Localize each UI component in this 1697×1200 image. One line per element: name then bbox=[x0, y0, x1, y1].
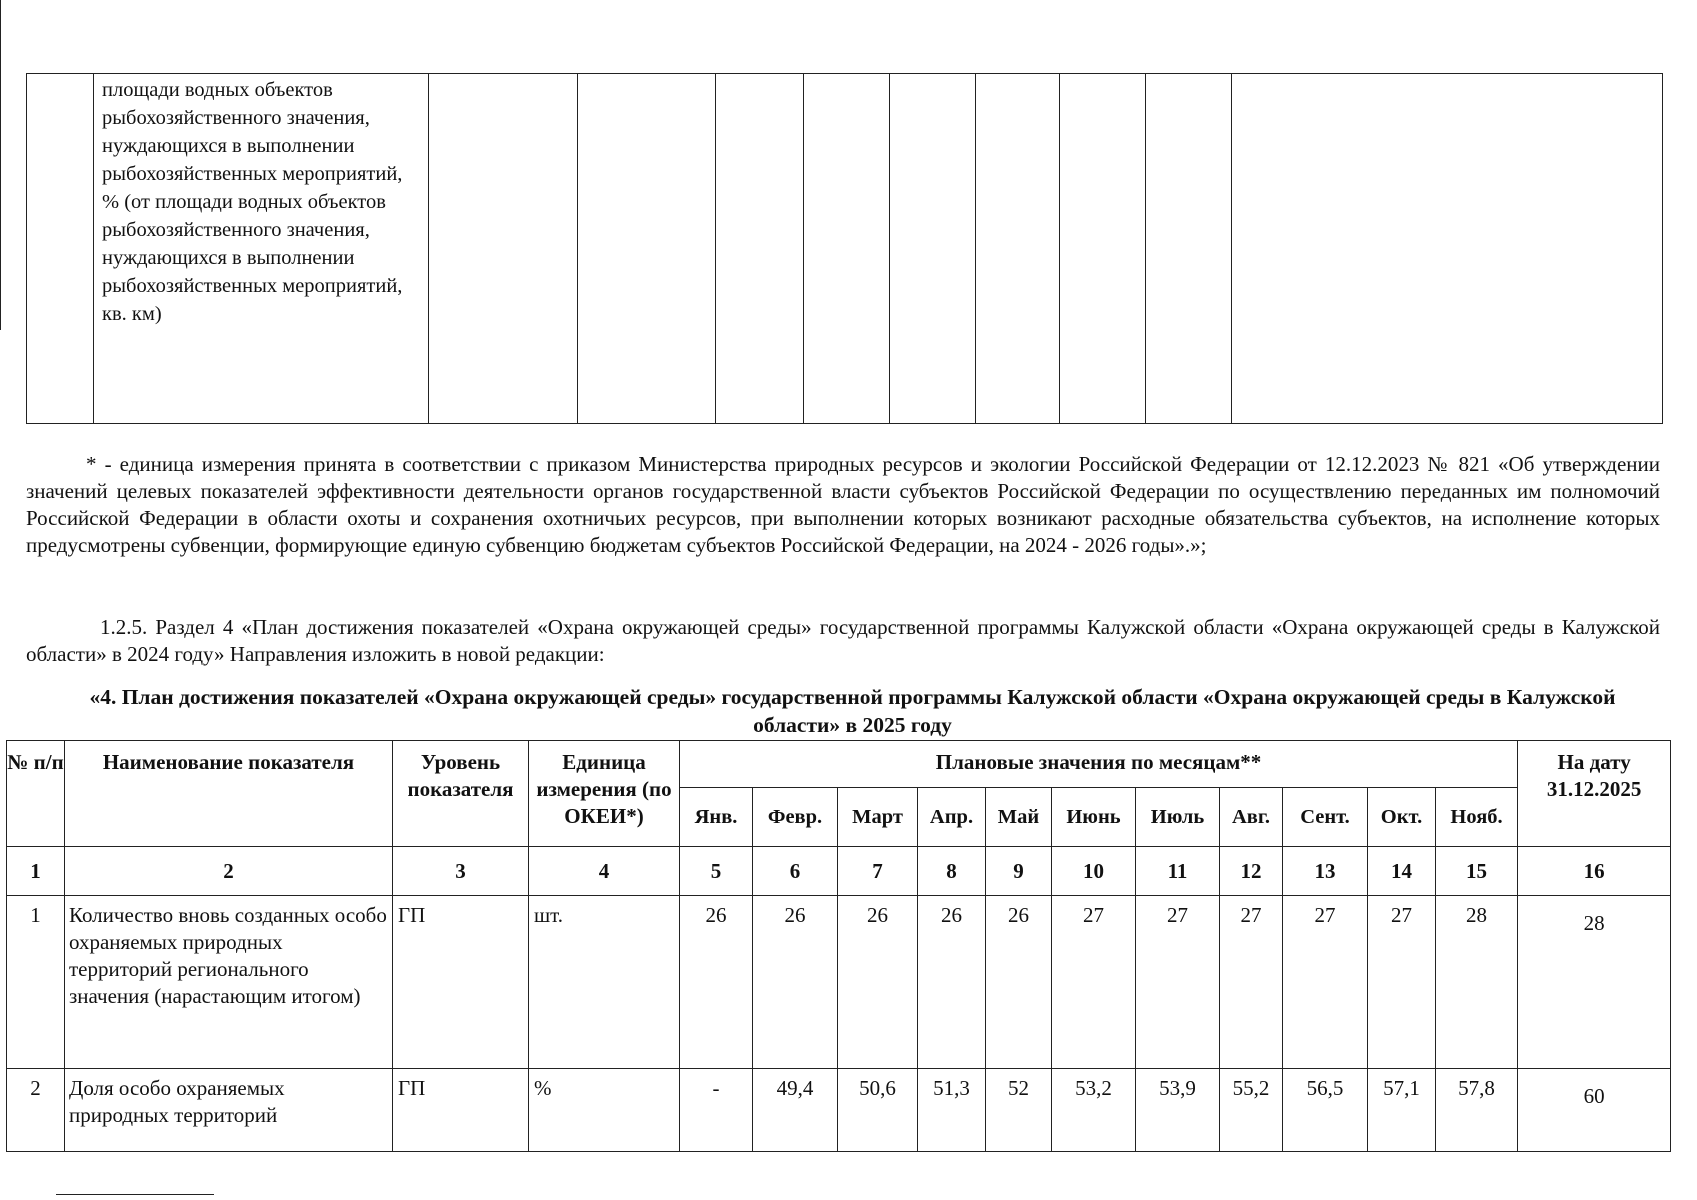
indicator-name-cell: площади водных объектов рыбохозяйственного значения, нуждающихся в выполнении рыбохозяйственных мероприятий, % (от площади водных объектов рыбохозяйственного значения, нуждающихся в выполнении рыбохозяйственных мероприятий, кв. км) bbox=[94, 74, 429, 424]
row-value: 53,2 bbox=[1052, 1069, 1136, 1152]
cell-empty bbox=[804, 74, 890, 424]
month-header: Сент. bbox=[1283, 788, 1368, 847]
row-unit: шт. bbox=[529, 896, 680, 1069]
table-row bbox=[7, 1069, 1671, 1152]
header-name: Наименование показателя bbox=[65, 741, 393, 847]
row-value: 57,1 bbox=[1368, 1069, 1436, 1152]
cell-empty bbox=[578, 74, 716, 424]
month-header: Июнь bbox=[1052, 788, 1136, 847]
header-unit: Единица измерения (по ОКЕИ*) bbox=[529, 741, 680, 847]
cell-empty bbox=[716, 74, 804, 424]
row-level: ГП bbox=[393, 1069, 529, 1152]
cell-empty bbox=[890, 74, 976, 424]
row-value: 27 bbox=[1220, 896, 1283, 1069]
section-paragraph: 1.2.5. Раздел 4 «План достижения показателей «Охрана окружающей среды» государственной программы Калужской области «Охрана окружающей среды в Калужской области» в 2024 году» Направления изложить в новой редакции: bbox=[26, 615, 1660, 666]
column-number: 11 bbox=[1136, 847, 1220, 896]
row-value: 27 bbox=[1368, 896, 1436, 1069]
plan-table bbox=[6, 740, 1671, 1152]
row-value: 26 bbox=[986, 896, 1052, 1069]
column-number: 4 bbox=[529, 847, 680, 896]
row-num: 1 bbox=[7, 896, 65, 1069]
column-number: 6 bbox=[753, 847, 838, 896]
row-level: ГП bbox=[393, 896, 529, 1069]
table-row bbox=[7, 896, 1671, 1069]
margin-line bbox=[0, 0, 1, 330]
column-number: 15 bbox=[1436, 847, 1518, 896]
cell-empty bbox=[1232, 74, 1663, 424]
month-header: Янв. bbox=[680, 788, 753, 847]
month-header: Май bbox=[986, 788, 1052, 847]
row-value: 49,4 bbox=[753, 1069, 838, 1152]
footnote-rule bbox=[56, 1194, 214, 1195]
table-heading: «4. План достижения показателей «Охрана окружающей среды» государственной программы Калужской области «Охрана окружающей среды в Калужской области» в 2025 году bbox=[89, 685, 1616, 737]
row-value: 55,2 bbox=[1220, 1069, 1283, 1152]
row-value: 28 bbox=[1436, 896, 1518, 1069]
cell-empty bbox=[1060, 74, 1146, 424]
row-unit: % bbox=[529, 1069, 680, 1152]
header-level: Уровень показателя bbox=[393, 741, 529, 847]
row-value: 27 bbox=[1136, 896, 1220, 1069]
column-number-row bbox=[7, 847, 1671, 896]
row-value: 56,5 bbox=[1283, 1069, 1368, 1152]
header-planned: Плановые значения по месяцам** bbox=[680, 741, 1518, 788]
row-value: 26 bbox=[918, 896, 986, 1069]
column-number: 7 bbox=[838, 847, 918, 896]
column-number: 5 bbox=[680, 847, 753, 896]
month-header: Авг. bbox=[1220, 788, 1283, 847]
month-header: Окт. bbox=[1368, 788, 1436, 847]
month-header: Март bbox=[838, 788, 918, 847]
column-number: 1 bbox=[7, 847, 65, 896]
cell-empty bbox=[976, 74, 1060, 424]
month-header: Апр. bbox=[918, 788, 986, 847]
row-value: - bbox=[680, 1069, 753, 1152]
month-header: Февр. bbox=[753, 788, 838, 847]
row-final: 60 bbox=[1518, 1069, 1671, 1152]
column-number: 2 bbox=[65, 847, 393, 896]
column-number: 8 bbox=[918, 847, 986, 896]
footnote-text: * - единица измерения принята в соответствии с приказом Министерства природных ресурсов и экологии Российской Федерации от 12.12.2023 № 821 «Об утверждении значений целевых показателей эффективности деятельности органов государственной власти субъектов Российской Федерации по осуществлению переданных им полномочий Российской Федерации в области охоты и сохранения охотничьих ресурсов, при выполнении которых возникают расходные обязательства субъектов, на исполнение которых предусмотрены субвенции, формирующие единую субвенцию бюджетам субъектов Российской Федерации, на 2024 - 2026 годы».»; bbox=[26, 452, 1660, 557]
column-number: 12 bbox=[1220, 847, 1283, 896]
row-value: 53,9 bbox=[1136, 1069, 1220, 1152]
row-value: 50,6 bbox=[838, 1069, 918, 1152]
column-number: 14 bbox=[1368, 847, 1436, 896]
row-name: Количество вновь созданных особо охраняемых природных территорий регионального значения (нарастающим итогом) bbox=[65, 896, 393, 1069]
continuation-table bbox=[26, 73, 1663, 424]
row-value: 26 bbox=[680, 896, 753, 1069]
row-value: 51,3 bbox=[918, 1069, 986, 1152]
cell-empty bbox=[1146, 74, 1232, 424]
row-value: 27 bbox=[1283, 896, 1368, 1069]
row-value: 52 bbox=[986, 1069, 1052, 1152]
header-num: № п/п bbox=[7, 741, 65, 847]
row-value: 26 bbox=[753, 896, 838, 1069]
header-final: На дату 31.12.2025 bbox=[1518, 741, 1671, 847]
row-value: 57,8 bbox=[1436, 1069, 1518, 1152]
month-header: Нояб. bbox=[1436, 788, 1518, 847]
month-header: Июль bbox=[1136, 788, 1220, 847]
column-number: 10 bbox=[1052, 847, 1136, 896]
row-value: 27 bbox=[1052, 896, 1136, 1069]
column-number: 3 bbox=[393, 847, 529, 896]
row-name: Доля особо охраняемых природных территорий bbox=[65, 1069, 393, 1152]
row-num: 2 bbox=[7, 1069, 65, 1152]
cell-empty bbox=[429, 74, 578, 424]
cell-num bbox=[27, 74, 94, 424]
column-number: 16 bbox=[1518, 847, 1671, 896]
column-number: 9 bbox=[986, 847, 1052, 896]
row-final: 28 bbox=[1518, 896, 1671, 1069]
row-value: 26 bbox=[838, 896, 918, 1069]
column-number: 13 bbox=[1283, 847, 1368, 896]
